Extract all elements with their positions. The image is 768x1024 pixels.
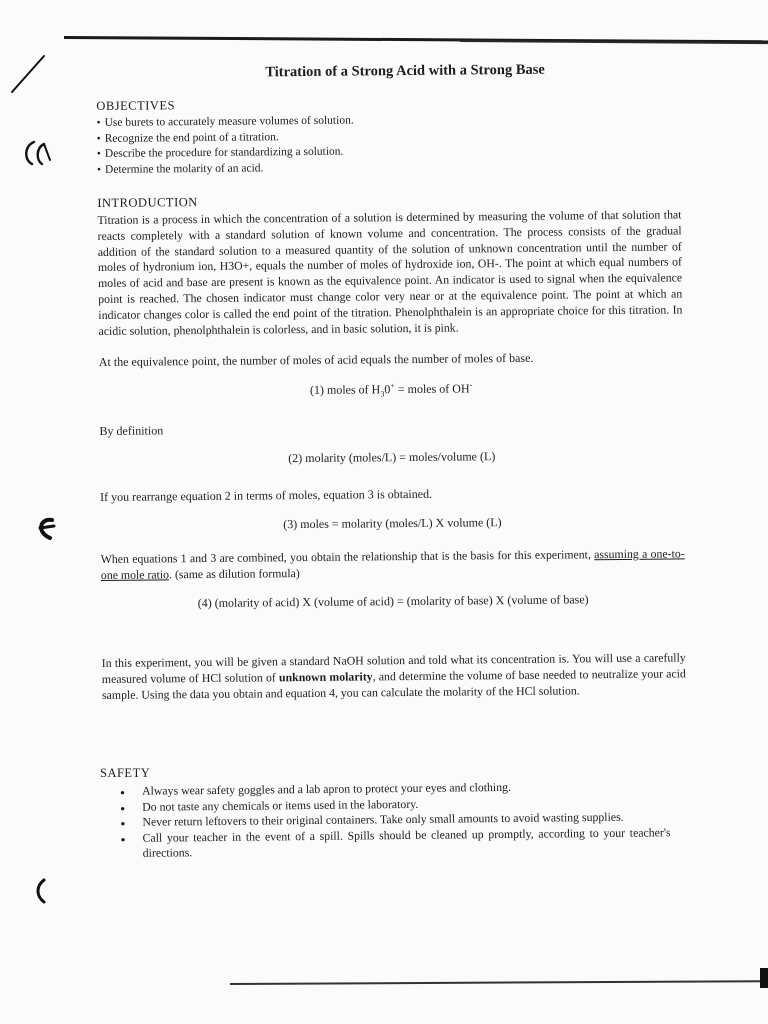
page-title: Titration of a Strong Acid with a Strong Base (265, 61, 545, 81)
page-edge-mark (760, 968, 768, 988)
safety-list (120, 778, 671, 861)
objective-item: • Describe the procedure for standardizing a solution. (97, 141, 681, 162)
by-definition-text: By definition (99, 423, 164, 438)
objective-item: • Determine the molarity of an acid. (97, 157, 681, 178)
safety-item: ● Do not taste any chemicals or items used in the laboratory. (120, 794, 670, 815)
eq1-subscript: 3 (380, 390, 385, 400)
safety-item: ● Call your teacher in the event of a spill. Spills should be cleaned up promptly, according to your teacher's directions. (120, 825, 670, 862)
objective-item: • Use burets to accurately measure volumes of solution. (96, 110, 680, 131)
objectives-list (96, 110, 681, 178)
eq1-superscript-2: - (469, 380, 473, 390)
binder-hole-mark-middle (32, 514, 58, 542)
objectives-heading: OBJECTIVES (96, 98, 176, 113)
experiment-text-b: , and determine the volume of base needed to neutralize your acid sample. Using the data you obtain and equation 4, you can calculate the molarity of the HCl solution. (101, 666, 686, 702)
combined-sentence (101, 546, 685, 583)
margin-scribble-mark (20, 138, 54, 168)
safety-heading: SAFETY (100, 766, 151, 780)
combined-underlined-text: assuming a one-to-one mole ratio (100, 546, 685, 582)
introduction-heading: INTRODUCTION (97, 195, 198, 210)
equivalence-sentence: At the equivalence point, the number of moles of acid equals the number of moles of base. (98, 351, 534, 370)
safety-item: ● Never return leftovers to their original containers. Take only small amounts to avoid wasting supplies. (120, 809, 670, 830)
binder-hole-mark-bottom (32, 876, 48, 906)
eq1-mid: = moles of OH (394, 381, 470, 397)
introduction-paragraph: Titration is a process in which the concentration of a solution is determined by measuring the volume of that solution that reacts completely with a standard solution of known volume and concentration. The process consists of the gradual addition of the standard solution to a measured quantity of the solution of unknown concentration until the number of moles of hydronium ion, H3O+, equals the number of moles of hydroxide ion, OH-. The point at which equal numbers of moles of acid and base are present is known as the equivalence point. An indicator is used to signal when the equivalence point is reached. The chosen indicator must change color very near or at the equivalence point. The point at which an indicator changes color is called the end point of the titration. Phenolphthalein is an appropriate choice for this titration. In acidic solution, phenolphthalein is colorless, and in basic solution, it is pink. (97, 207, 683, 338)
pen-slash-mark (8, 52, 48, 96)
experiment-text-a: In this experiment, you will be given a standard NaOH solution and told what its concentration is. You will use a carefully measured volume of HCl solution of (101, 650, 686, 687)
combined-text-b: . (same as dilution formula) (168, 565, 300, 581)
safety-item: ● Always wear safety goggles and a lab apron to protect your eyes and clothing. (120, 778, 670, 799)
eq1-left: (1) moles of H (309, 382, 381, 398)
equation-4: (4) (molarity of acid) X (volume of acid) = (molarity of base) X (volume of base) (197, 592, 589, 611)
rearrange-sentence: If you rearrange equation 2 in terms of moles, equation 3 is obtained. (100, 486, 433, 504)
bottom-rule (230, 980, 768, 985)
main-content (96, 60, 686, 703)
eq1-superscript: + (390, 381, 395, 391)
objective-item: • Recognize the end point of a titration. (97, 126, 681, 147)
equation-3: (3) moles = molarity (moles/L) X volume (L) (283, 514, 502, 531)
combined-text-a: When equations 1 and 3 are combined, you obtain the relationship that is the basis for this experiment, (100, 547, 595, 566)
eq1-o: 0 (384, 382, 391, 397)
experiment-bold-text: unknown molarity (278, 669, 373, 685)
equation-1 (99, 379, 683, 402)
equation-2: (2) molarity (moles/L) = moles/volume (L) (288, 448, 496, 465)
experiment-paragraph (102, 651, 686, 704)
